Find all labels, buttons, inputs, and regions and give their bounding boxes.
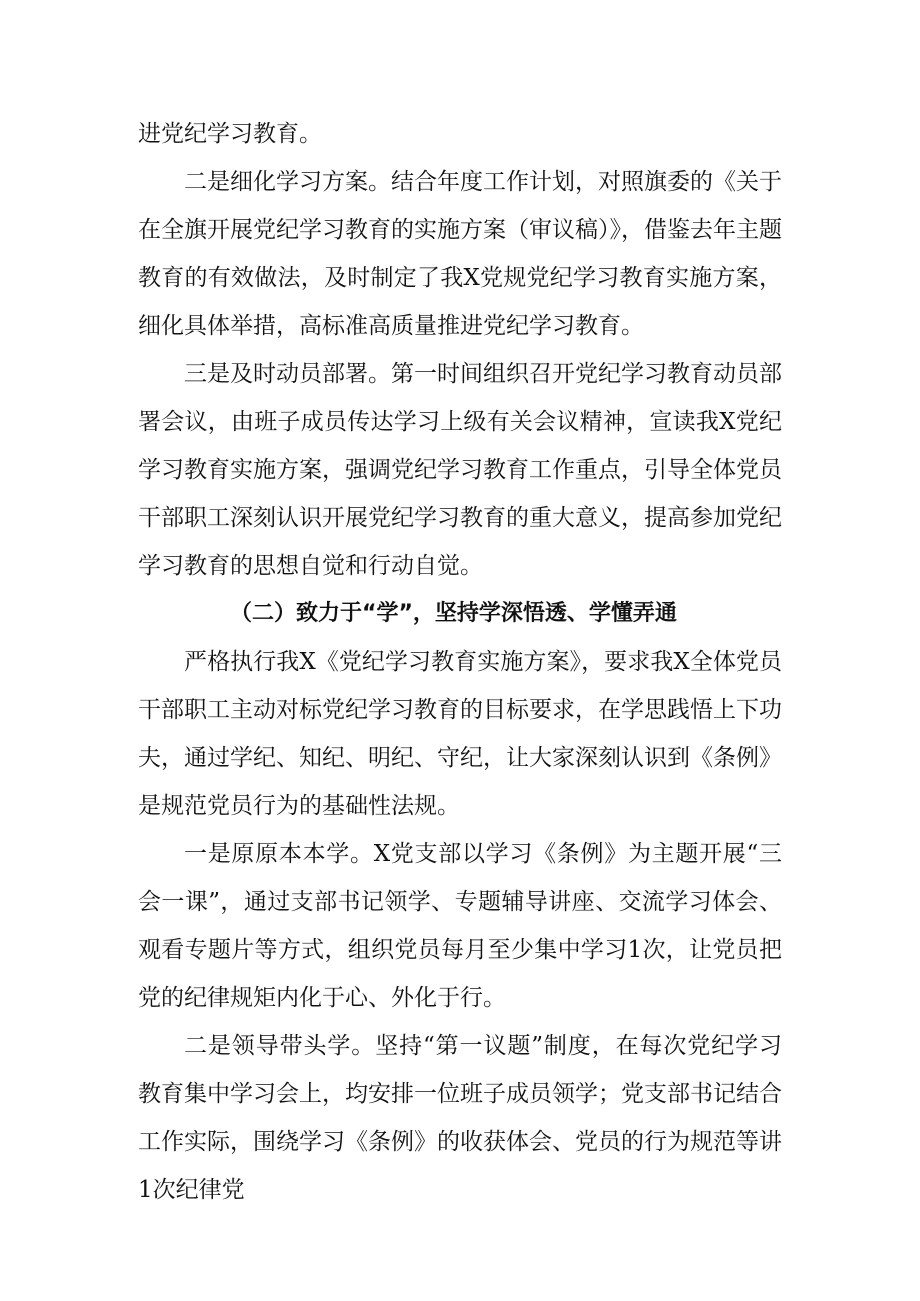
paragraph-intro-continuation: 进党纪学习教育。 (138, 121, 322, 147)
section-heading-study: （二）致力于“学”，坚持学深悟透、学懂弄通 (230, 601, 677, 626)
paragraph-original-study: 一是原原本本学。X党支部以学习《条例》为主题开展“三会一课”，通过支部书记领学、专题辅导讲座、交流学习体会、观看专题片等方式，组织党员每月至少集中学习1次，让党员把党的纪律规矩内化于心、外化于行。 (138, 841, 782, 1011)
document-page (138, 110, 782, 1214)
paragraph-mobilization: 三是及时动员部署。第一时间组织召开党纪学习教育动员部署会议，由班子成员传达学习上级有关会议精神，宣读我X党纪学习教育实施方案，强调党纪学习教育工作重点，引导全体党员干部职工深刻认识开展党纪学习教育的重大意义，提高参加党纪学习教育的思想自觉和行动自觉。 (138, 361, 782, 579)
paragraph-strict-implementation: 严格执行我X《党纪学习教育实施方案》，要求我X全体党员干部职工主动对标党纪学习教育的目标要求，在学思践悟上下功夫，通过学纪、知纪、明纪、守纪，让大家深刻认识到《条例》是规范党员行为的基础性法规。 (138, 649, 782, 819)
paragraph-refine-plan: 二是细化学习方案。结合年度工作计划，对照旗委的《关于在全旗开展党纪学习教育的实施方案（审议稿）》，借鉴去年主题教育的有效做法，及时制定了我X党规党纪学习教育实施方案，细化具体举措，高标准高质量推进党纪学习教育。 (138, 169, 782, 339)
paragraph-leadership-study: 二是领导带头学。坚持“第一议题”制度，在每次党纪学习教育集中学习会上，均安排一位班子成员领学；党支部书记结合工作实际，围绕学习《条例》的收获体会、党员的行为规范等讲1次纪律党 (138, 1033, 782, 1203)
